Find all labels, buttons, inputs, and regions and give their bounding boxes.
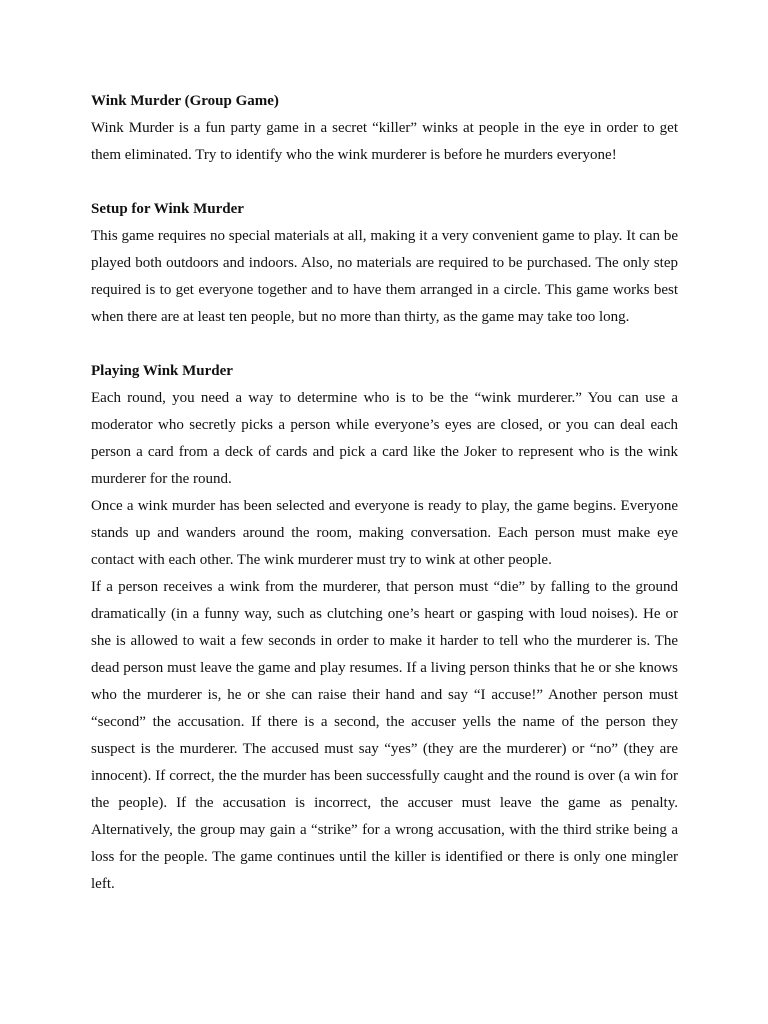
section-heading: Playing Wink Murder — [91, 363, 233, 379]
paragraph: Each round, you need a way to determine who is to be the “wink murderer.” You can use a moderator who secretly picks a person while everyone’s eyes are closed, or you can deal each person a card from a deck of cards and pick a card like the Joker to represent who is the wink murderer for the round. — [91, 390, 678, 487]
section-heading: Setup for Wink Murder — [91, 201, 244, 217]
section-setup — [91, 196, 678, 331]
paragraph: Once a wink murder has been selected and everyone is ready to play, the game begins. Everyone stands up and wanders around the room, making conversation. Each person must make eye contact with each other. The wink murderer must try to wink at other people. — [91, 498, 678, 568]
section-heading: Wink Murder (Group Game) — [91, 93, 279, 109]
section-intro — [91, 88, 678, 169]
paragraph: Wink Murder is a fun party game in a secret “killer” winks at people in the eye in order to get them eliminated. Try to identify who the wink murderer is before he murders everyone! — [91, 120, 678, 163]
paragraph: This game requires no special materials at all, making it a very convenient game to play. It can be played both outdoors and indoors. Also, no materials are required to be purchased. The only step required is to get everyone together and to have them arranged in a circle. This game works best when there are at least ten people, but no more than thirty, as the game may take too long. — [91, 228, 678, 325]
document-page — [91, 88, 678, 898]
paragraph: If a person receives a wink from the murderer, that person must “die” by falling to the ground dramatically (in a funny way, such as clutching one’s heart or gasping with loud noises). He or she is allowed to wait a few seconds in order to make it harder to tell who the murderer is. The dead person must leave the game and play resumes. If a living person thinks that he or she knows who the murderer is, he or she can raise their hand and say “I accuse!” Another person must “second” the accusation. If there is a second, the accuser yells the name of the person they suspect is the murderer. The accused must say “yes” (they are the murderer) or “no” (they are innocent). If correct, the the murder has been successfully caught and the round is over (a win for the people). If the accusation is incorrect, the accuser must leave the game as penalty. Alternatively, the group may gain a “strike” for a wrong accusation, with the third strike being a loss for the people. The game continues until the killer is identified or there is only one mingler left. — [91, 579, 678, 892]
section-playing — [91, 358, 678, 898]
